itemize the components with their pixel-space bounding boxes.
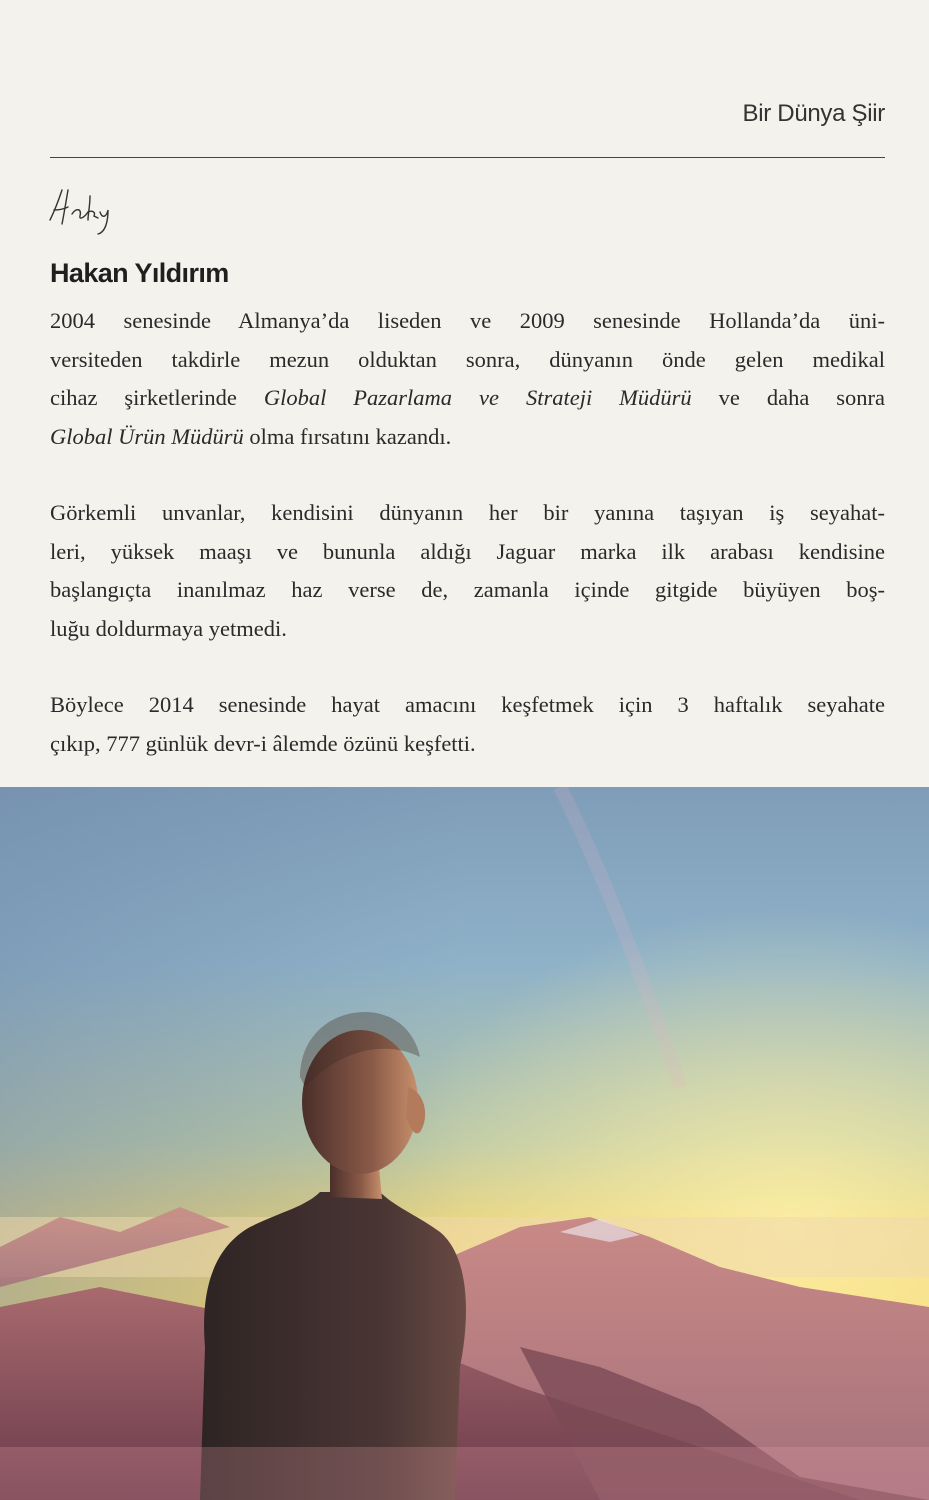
text-line: Böylece 2014 senesinde hayat amacını keşfetmek için 3 haftalık seyahate <box>50 692 885 717</box>
author-photo <box>0 787 929 1500</box>
header-rule <box>50 157 885 158</box>
bio-paragraph-2 <box>50 494 885 648</box>
job-title: Global Pazarlama ve Strateji Müdürü <box>263 385 692 410</box>
bio-paragraph-3 <box>50 686 885 763</box>
author-signature <box>46 180 146 240</box>
author-name: Hakan Yıldırım <box>50 258 229 288</box>
text-line: cihaz şirketlerinde Global Pazarlama ve Strateji Müdürü ve daha sonra <box>50 385 885 410</box>
running-header: Bir Dünya Şiir <box>742 100 885 127</box>
job-title: Global Ürün Müdürü <box>50 423 244 449</box>
bio-paragraph-1 <box>50 302 885 456</box>
text-line: 2004 senesinde Almanya’da liseden ve 2009 senesinde Hollanda’da üni- <box>50 308 885 333</box>
text-line: Görkemli unvanlar, kendisini dünyanın her bir yanına taşıyan iş seyahat- <box>50 500 885 525</box>
text-line: çıkıp, 777 günlük devr-i âlemde özünü keşfetti. <box>50 730 476 756</box>
author-biography <box>50 302 885 801</box>
sunset-mountain-photo <box>0 787 929 1500</box>
text-line: versiteden takdirle mezun olduktan sonra, dünyanın önde gelen medikal <box>50 346 885 372</box>
text-line: leri, yüksek maaşı ve bununla aldığı Jaguar marka ilk arabası kendisine <box>50 538 885 564</box>
text-line: luğu doldurmaya yetmedi. <box>50 615 287 641</box>
text-line: başlangıçta inanılmaz haz verse de, zamanla içinde gitgide büyüyen boş- <box>50 577 885 602</box>
text-line: Global Ürün Müdürü olma fırsatını kazandı. <box>50 423 452 449</box>
